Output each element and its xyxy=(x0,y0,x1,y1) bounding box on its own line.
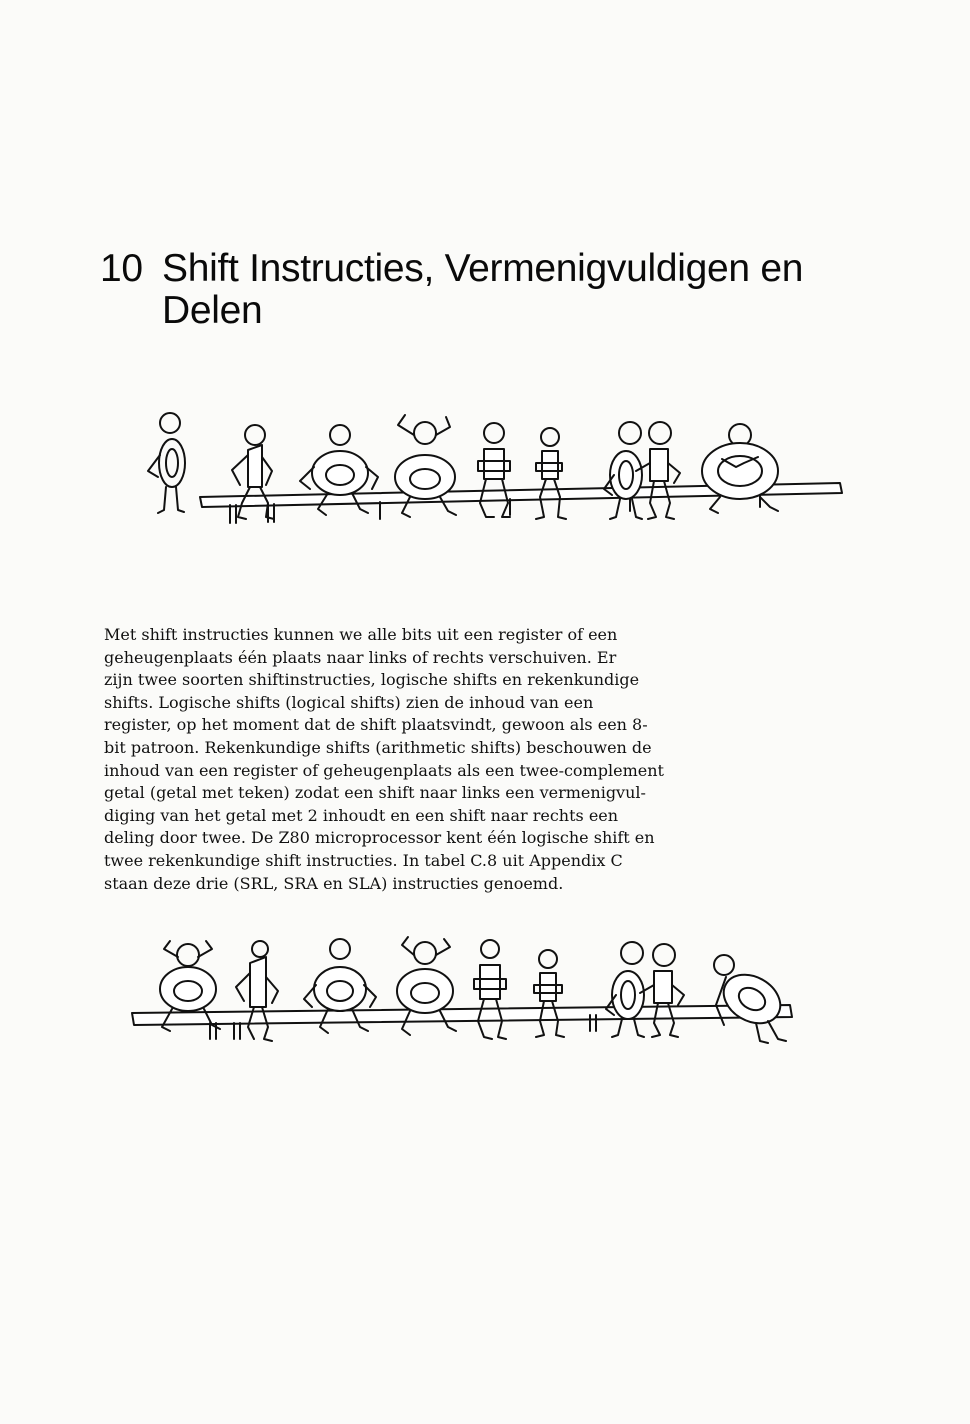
body-line: zijn twee soorten shiftinstructies, logische shifts en rekenkundige xyxy=(104,670,640,690)
figure-zero-tilted xyxy=(714,955,789,1043)
chapter-title-line-1: Shift Instructies, Vermenigvuldigen en xyxy=(162,247,804,290)
figure-zero-hugging-b xyxy=(606,942,644,1037)
bench-bottom xyxy=(132,1005,792,1039)
body-line: twee rekenkundige shift instructies. In tabel C.8 uit Appendix C xyxy=(104,850,623,870)
figure-zero-standing xyxy=(148,413,185,513)
bit-figures-illustration-bottom xyxy=(0,935,970,1065)
figure-one-small xyxy=(536,428,566,519)
body-line: deling door twee. De Z80 microprocessor kent één logische shift en xyxy=(104,828,655,848)
body-line: diging van het getal met 2 inhoudt en een shift naar rechts een xyxy=(104,805,619,825)
chapter-number: 10 xyxy=(100,247,143,290)
body-line: bit patroon. Rekenkundige shifts (arithmetic shifts) beschouwen de xyxy=(104,737,652,757)
body-line: getal (getal met teken) zodat een shift naar links een vermenigvul- xyxy=(104,783,646,803)
body-line: inhoud van een register of geheugenplaats als een twee-complement xyxy=(104,760,664,780)
bit-figures-illustration-top xyxy=(0,405,970,535)
chapter-title-line-2: Delen xyxy=(162,289,263,332)
body-paragraph xyxy=(104,624,854,895)
body-line: register, op het moment dat de shift plaatsvindt, gewoon als een 8- xyxy=(104,715,648,735)
body-line: shifts. Logische shifts (logical shifts) zien de inhoud van een xyxy=(104,692,594,712)
chapter-title xyxy=(162,248,862,332)
figure-one-small-b xyxy=(534,950,564,1037)
body-line: Met shift instructies kunnen we alle bits uit een register of een xyxy=(104,625,618,644)
figure-one-reading-b xyxy=(474,940,506,1039)
figure-one-reading xyxy=(478,423,510,517)
body-line: staan deze drie (SRL, SRA en SLA) instructies genoemd. xyxy=(104,873,564,893)
figure-one-hugging-b xyxy=(640,944,684,1037)
body-line: geheugenplaats één plaats naar links of rechts verschuiven. Er xyxy=(104,647,617,667)
figure-one-b xyxy=(236,941,278,1041)
figure-zero-big-sitting xyxy=(702,424,778,513)
